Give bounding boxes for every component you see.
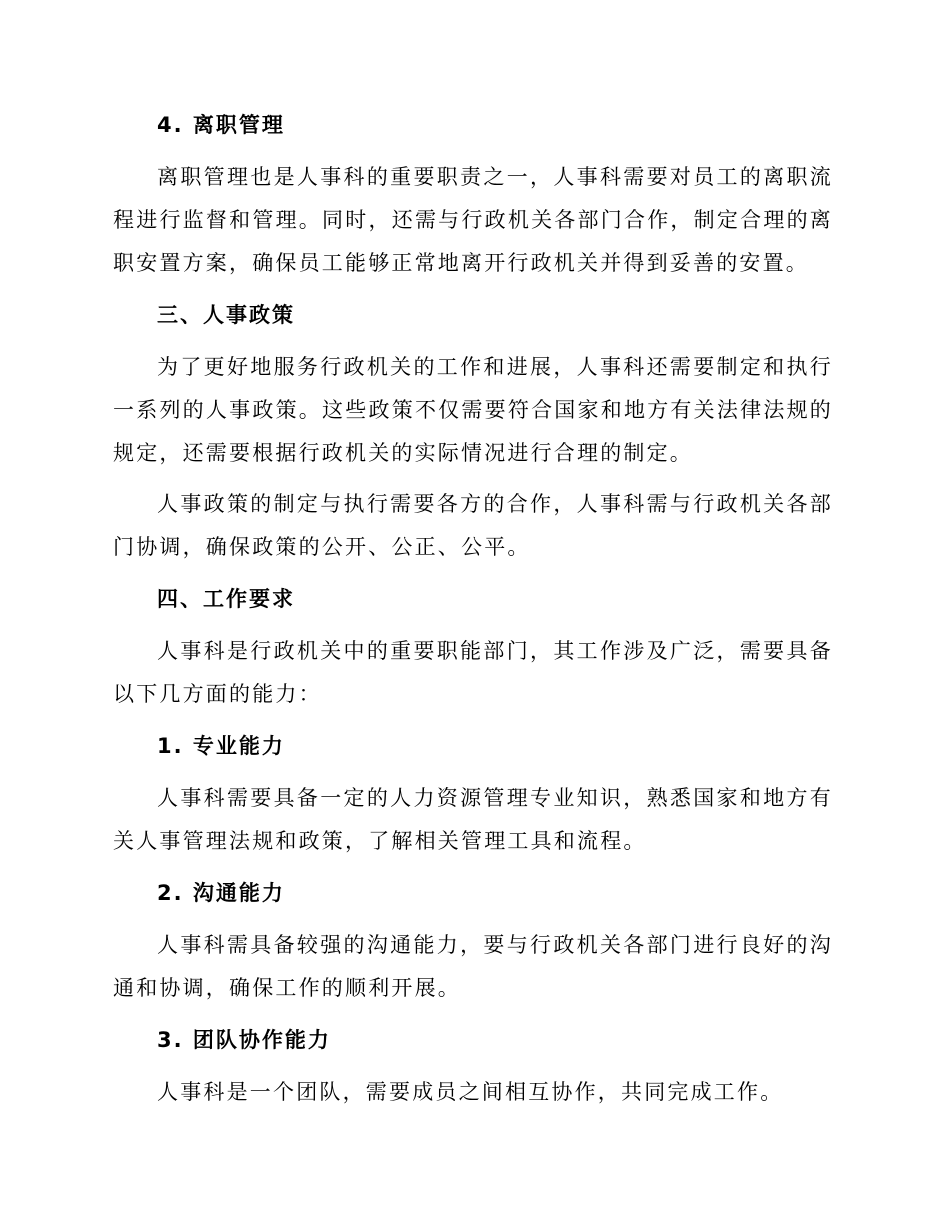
- section-heading-teamwork: 3. 团队协作能力: [157, 1028, 331, 1052]
- paragraph-requirements: 人事科是行政机关中的重要职能部门，其工作涉及广泛，需要具备以下几方面的能力：: [113, 639, 833, 706]
- section-heading-professional: 1. 专业能力: [157, 734, 285, 758]
- document-body: [113, 103, 833, 1114]
- paragraph-policy-2: 人事政策的制定与执行需要各方的合作，人事科需与行政机关各部门协调，确保政策的公开、公正、公平。: [113, 492, 833, 559]
- section-heading-policy: 三、人事政策: [157, 303, 295, 327]
- section-heading-resignation: 4. 离职管理: [157, 113, 285, 137]
- paragraph-professional: 人事科需要具备一定的人力资源管理专业知识，熟悉国家和地方有关人事管理法规和政策，了解相关管理工具和流程。: [113, 786, 833, 853]
- section-heading-requirements: 四、工作要求: [157, 587, 295, 611]
- paragraph-resignation: 离职管理也是人事科的重要职责之一，人事科需要对员工的离职流程进行监督和管理。同时，还需与行政机关各部门合作，制定合理的离职安置方案，确保员工能够正常地离开行政机关并得到妥善的安置。: [113, 165, 833, 275]
- paragraph-policy-1: 为了更好地服务行政机关的工作和进展，人事科还需要制定和执行一系列的人事政策。这些政策不仅需要符合国家和地方有关法律法规的规定，还需要根据行政机关的实际情况进行合理的制定。: [113, 355, 833, 465]
- paragraph-communication: 人事科需具备较强的沟通能力，要与行政机关各部门进行良好的沟通和协调，确保工作的顺利开展。: [113, 933, 833, 1000]
- paragraph-teamwork: 人事科是一个团队，需要成员之间相互协作，共同完成工作。: [157, 1080, 784, 1104]
- section-heading-communication: 2. 沟通能力: [157, 881, 285, 905]
